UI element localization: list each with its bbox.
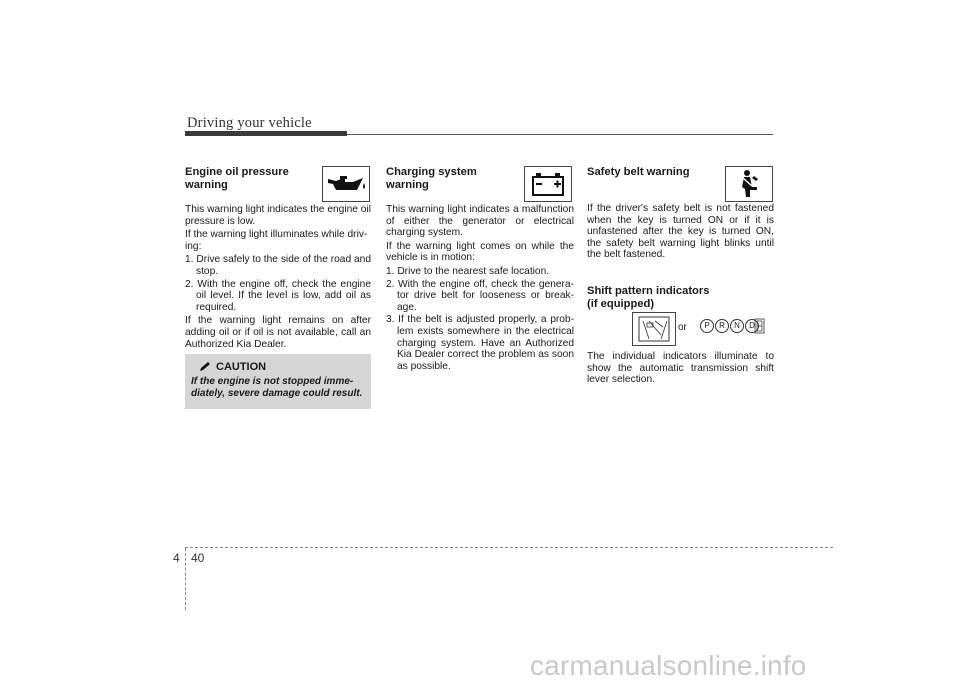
charging-heading: Charging system warning (386, 166, 477, 191)
section-number: 4 (173, 551, 180, 565)
list-item: 3. If the belt is adjusted properly, a prob-lem exists somewhere in the electrical charging system. Have an Authorized Kia Dealer correct the problem as soon as possible. (386, 314, 574, 372)
gear-letter: P (700, 319, 714, 333)
caution-box (185, 354, 371, 409)
charging-icon-box (524, 166, 572, 202)
engine-oil-followup: If the warning light remains on after adding oil or if oil is not available, call an Authorized Kia Dealer. (185, 315, 371, 350)
shift-pattern-icon (633, 313, 675, 345)
safety-belt-icon-box (725, 166, 773, 202)
charging-condition: If the warning light comes on while the vehicle is in motion: (386, 240, 574, 264)
engine-oil-intro: This warning light indicates the engine oil pressure is low. (185, 204, 371, 227)
list-item: 1. Drive to the nearest safe location. (386, 265, 550, 277)
safety-belt-text: If the driver's safety belt is not fastened when the key is turned ON or if it is unfastened after the key is turned ON, the safety belt warning light blinks until the belt fastened. (587, 203, 774, 261)
caution-title-text: CAUTION (216, 361, 267, 373)
or-label: or (678, 322, 687, 333)
shift-pattern-heading: Shift pattern indicators (if equipped) (587, 285, 710, 310)
gear-indicator-row (700, 319, 759, 333)
footer-rule (185, 547, 833, 548)
page-header-title: Driving your vehicle (187, 115, 312, 131)
engine-oil-condition: If the warning light illuminates while driv-ing: (185, 229, 368, 252)
safety-belt-heading: Safety belt warning (587, 166, 690, 178)
gear-letter: D (745, 319, 759, 333)
engine-oil-icon-box (322, 166, 370, 202)
engine-oil-heading: Engine oil pressure warning (185, 166, 289, 191)
seven-segment-digit-icon (754, 318, 765, 334)
list-item: 2. With the engine off, check the genera-tor drive belt for looseness or break-age. (386, 278, 574, 313)
footer-vertical-rule (185, 548, 186, 610)
charging-intro: This warning light indicates a malfunction of either the generator or electrical charging system. (386, 204, 574, 239)
list-item: 2. With the engine off, check the engine oil level. If the level is low, add oil as required. (185, 278, 371, 313)
caution-body: If the engine is not stopped imme-diately, severe damage could result. (191, 376, 363, 399)
caution-title (199, 361, 266, 373)
watermark: carmanualsonline.info (530, 650, 807, 681)
oil-can-icon (323, 167, 369, 201)
header-rule-thick (185, 131, 347, 136)
battery-icon (525, 167, 571, 201)
seatbelt-person-icon (726, 167, 772, 201)
list-item: 1. Drive safely to the side of the road and stop. (185, 254, 371, 277)
gear-letter: R (715, 319, 729, 333)
shift-pattern-icon-box (632, 312, 676, 346)
page-number: 40 (191, 551, 205, 565)
gear-letter: N (730, 319, 744, 333)
shift-pattern-text: The individual indicators illuminate to show the automatic transmission shift lever selection. (587, 351, 774, 386)
header-rule-thin (347, 134, 773, 135)
pencil-icon (199, 362, 211, 372)
